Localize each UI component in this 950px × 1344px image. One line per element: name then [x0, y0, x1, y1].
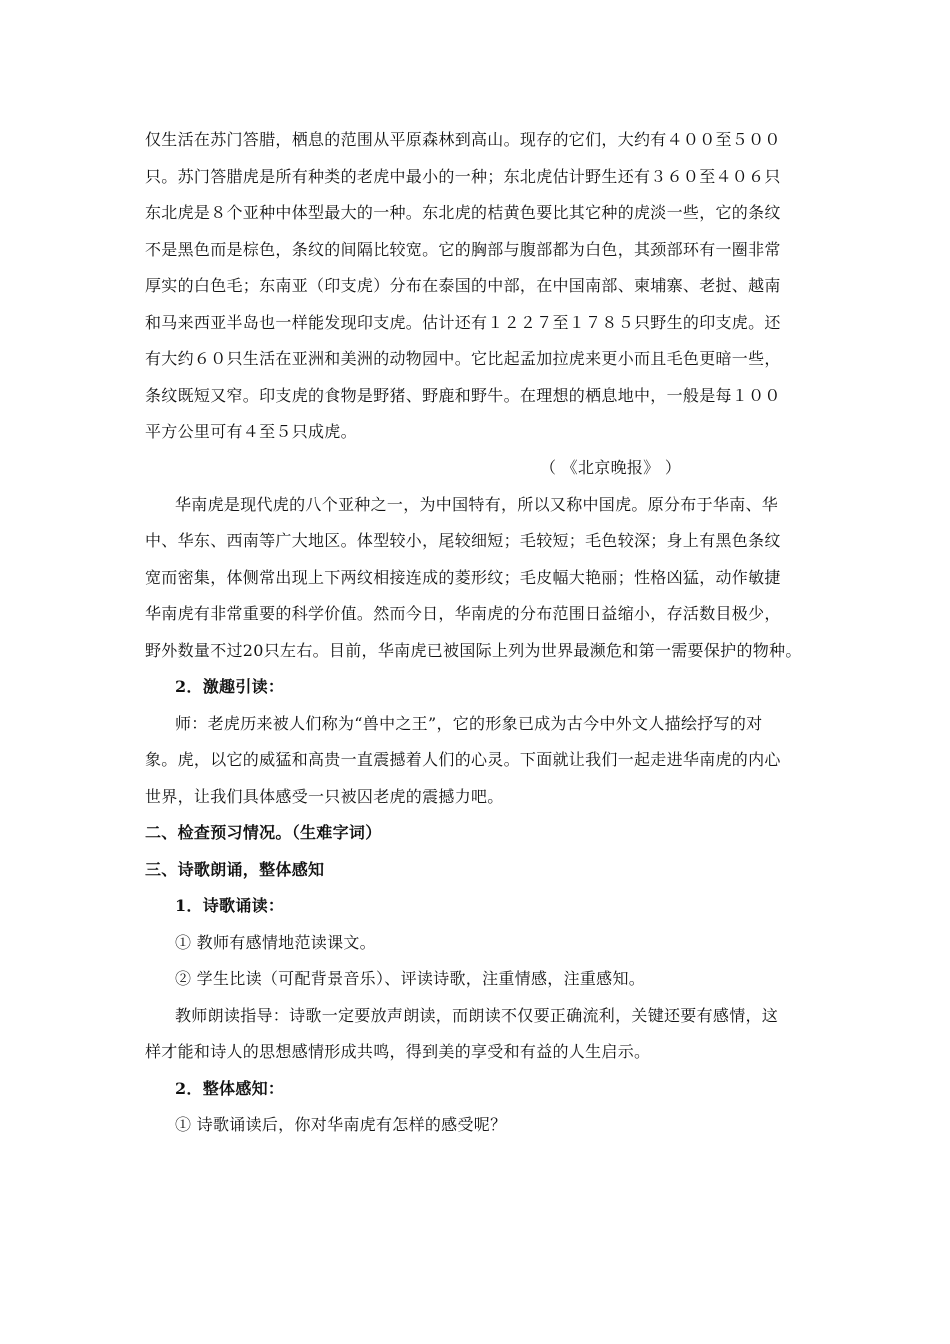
- list-item: ② 学生比读（可配背景音乐）、评读诗歌，注重情感，注重感知。: [175, 969, 646, 988]
- paragraph-line: 平方公里可有４至５只成虎。: [145, 422, 357, 441]
- paragraph-line: 只。苏门答腊虎是所有种类的老虎中最小的一种；东北虎估计野生还有３６０至４０６只: [145, 167, 781, 186]
- paragraph-line: 世界，让我们具体感受一只被囚老虎的震撼力吧。: [145, 787, 504, 806]
- paragraph-line: 教师朗读指导：诗歌一定要放声朗读，而朗读不仅要正确流利，关键还要有感情，这: [175, 1006, 779, 1025]
- paragraph-line: 有大约６０只生活在亚洲和美洲的动物园中。它比起孟加拉虎来更小而且毛色更暗一些，: [145, 349, 781, 368]
- paragraph-line: 东北虎是８个亚种中体型最大的一种。东北虎的桔黄色要比其它种的虎淡一些，它的条纹: [145, 203, 781, 222]
- paragraph-line: 仅生活在苏门答腊，栖息的范围从平原森林到高山。现存的它们，大约有４００至５００: [145, 130, 781, 149]
- paragraph-line: 华南虎是现代虎的八个亚种之一，为中国特有，所以又称中国虎。原分布于华南、华: [175, 495, 779, 514]
- subheading: 2．激趣引读：: [175, 677, 285, 696]
- subheading: 2．整体感知：: [175, 1079, 285, 1098]
- source-citation: （ 《北京晚报》 ）: [540, 458, 682, 477]
- paragraph-line: 厚实的白色毛；东南亚（印支虎）分布在泰国的中部，在中国南部、柬埔寨、老挝、越南: [145, 276, 781, 295]
- paragraph-line: 中、华东、西南等广大地区。体型较小，尾较细短；毛较短；毛色较深；身上有黑色条纹: [145, 531, 781, 550]
- paragraph-line: 样才能和诗人的思想感情形成共鸣，得到美的享受和有益的人生启示。: [145, 1042, 651, 1061]
- paragraph-line: 华南虎有非常重要的科学价值。然而今日，华南虎的分布范围日益缩小，存活数目极少，: [145, 604, 781, 623]
- paragraph-line: 师：老虎历来被人们称为“兽中之王”，它的形象已成为古今中外文人描绘抒写的对: [175, 714, 763, 733]
- paragraph-line: 不是黑色而是棕色，条纹的间隔比较宽。它的胸部与腹部都为白色，其颈部环有一圈非常: [145, 240, 781, 259]
- paragraph-line: 条纹既短又窄。印支虎的食物是野猪、野鹿和野牛。在理想的栖息地中，一般是每１００: [145, 386, 781, 405]
- section-heading: 二、检查预习情况。（生难字词）: [145, 823, 382, 842]
- paragraph-line: 象。虎，以它的威猛和高贵一直震撼着人们的心灵。下面就让我们一起走进华南虎的内心: [145, 750, 781, 769]
- paragraph-line: 和马来西亚半岛也一样能发现印支虎。估计还有１２２７至１７８５只野生的印支虎。还: [145, 313, 781, 332]
- section-heading: 三、诗歌朗诵，整体感知: [145, 860, 325, 879]
- list-item: ① 教师有感情地范读课文。: [175, 933, 376, 952]
- subheading: 1．诗歌诵读：: [175, 896, 285, 915]
- paragraph-line: 宽而密集，体侧常出现上下两纹相接连成的菱形纹；毛皮幅大艳丽；性格凶猛，动作敏捷: [145, 568, 781, 587]
- list-item: ① 诗歌诵读后，你对华南虎有怎样的感受呢？: [175, 1115, 507, 1134]
- paragraph-line: 野外数量不过20只左右。目前，华南虎已被国际上列为世界最濒危和第一需要保护的物种。: [145, 641, 802, 660]
